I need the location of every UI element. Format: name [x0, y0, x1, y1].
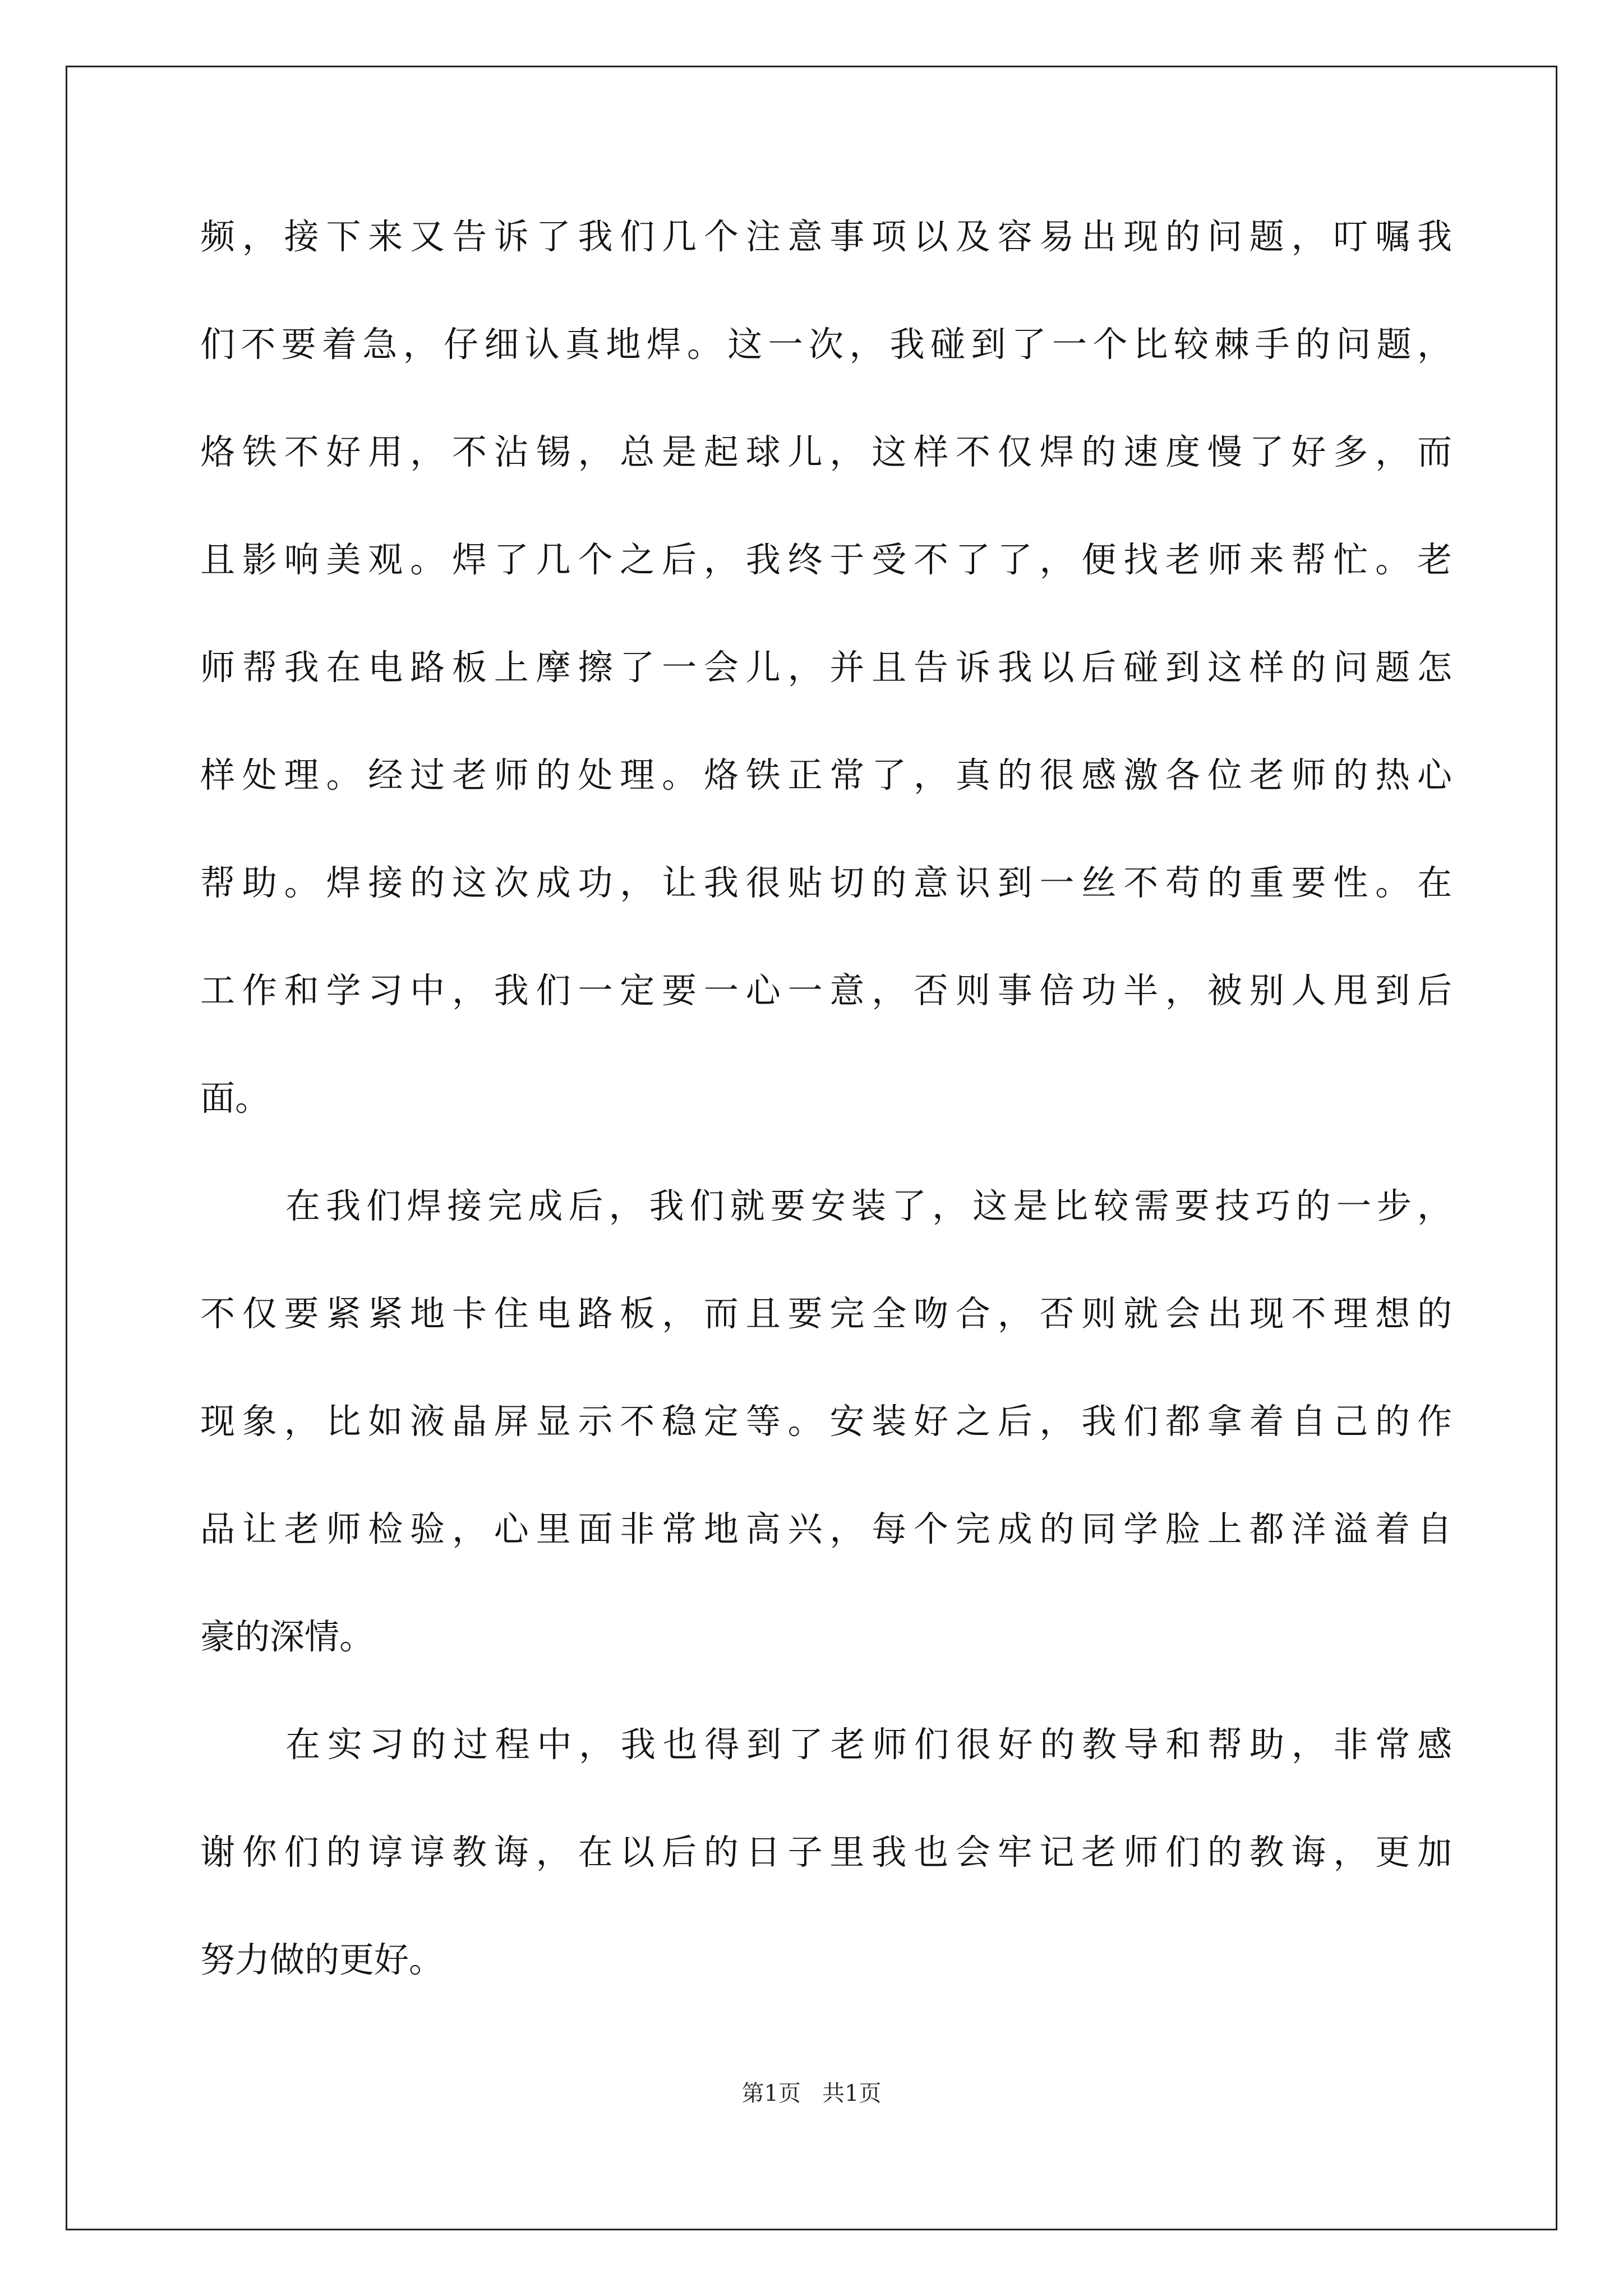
text-line: 样处理。经过老师的处理。烙铁正常了，真的很感激各位老师的热心 [200, 754, 1452, 795]
page-footer [0, 2076, 1623, 2108]
document-body [200, 216, 1452, 2050]
text-line: 谢你们的谆谆教诲，在以后的日子里我也会牢记老师们的教诲，更加 [200, 1832, 1452, 1872]
text-line: 帮助。焊接的这次成功，让我很贴切的意识到一丝不苟的重要性。在 [200, 862, 1452, 903]
text-line: 且影响美观。焊了几个之后，我终于受不了了，便找老师来帮忙。老 [200, 539, 1452, 580]
text-line: 豪的深情。 [200, 1616, 375, 1657]
text-line: 工作和学习中，我们一定要一心一意，否则事倍功半，被别人甩到后 [200, 970, 1452, 1011]
text-line: 师帮我在电路板上摩擦了一会儿，并且告诉我以后碰到这样的问题怎 [200, 647, 1452, 688]
page-number: 第1页 [741, 2081, 801, 2106]
text-line: 烙铁不好用，不沾锡，总是起球儿，这样不仅焊的速度慢了好多，而 [200, 431, 1452, 472]
text-line: 面。 [200, 1078, 270, 1119]
text-line: 努力做的更好。 [200, 1939, 444, 1980]
page-total: 共1页 [822, 2081, 882, 2106]
text-line: 品让老师检验，心里面非常地高兴，每个完成的同学脸上都洋溢着自 [200, 1508, 1452, 1549]
text-line: 不仅要紧紧地卡住电路板，而且要完全吻合，否则就会出现不理想的 [200, 1293, 1452, 1334]
text-line: 在实习的过程中，我也得到了老师们很好的教导和帮助，非常感 [285, 1724, 1452, 1765]
text-line: 频，接下来又告诉了我们几个注意事项以及容易出现的问题，叮嘱我 [200, 216, 1452, 257]
text-line: 们不要着急，仔细认真地焊。这一次，我碰到了一个比较棘手的问题， [200, 324, 1452, 365]
text-line: 在我们焊接完成后，我们就要安装了，这是比较需要技巧的一步， [285, 1185, 1452, 1226]
text-line: 现象，比如液晶屏显示不稳定等。安装好之后，我们都拿着自己的作 [200, 1401, 1452, 1442]
